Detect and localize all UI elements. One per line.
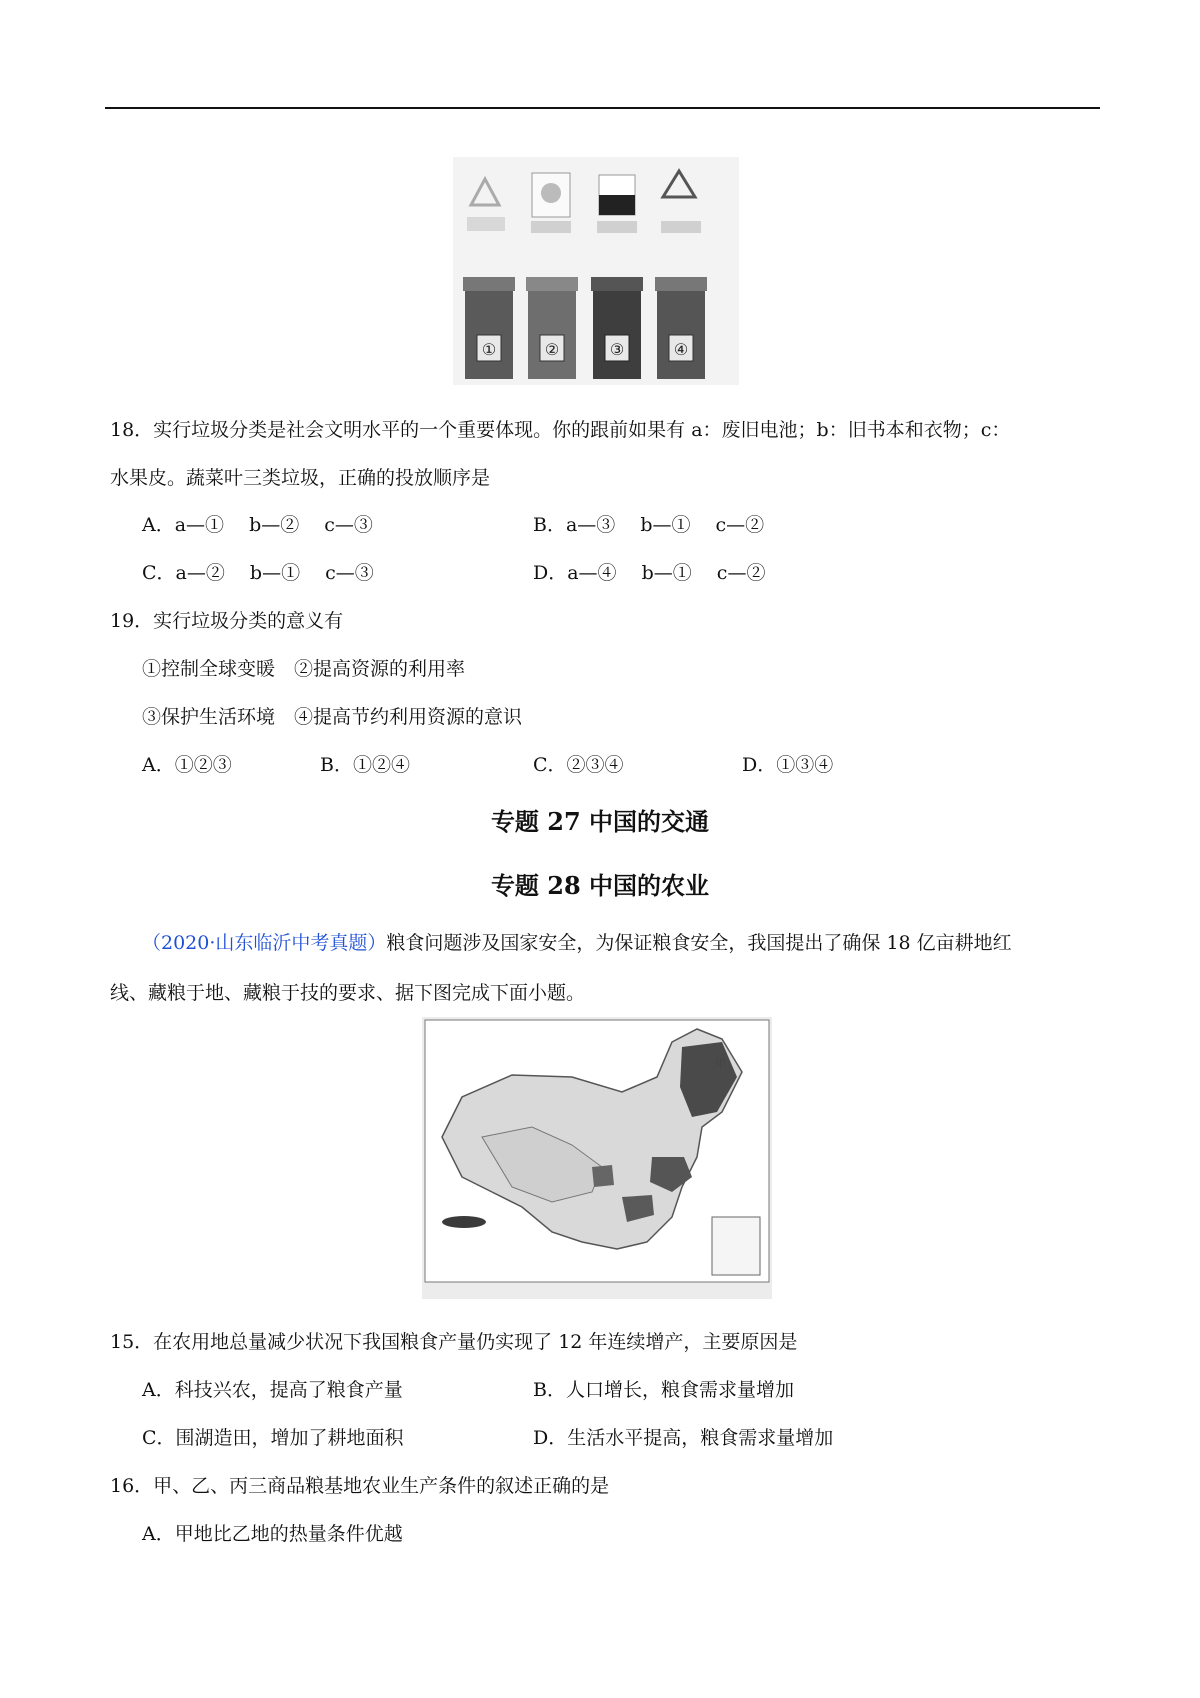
q15-option-c: C．围湖造田，增加了耕地面积 (142, 1427, 404, 1449)
q19-option-a: A．①②③ (142, 754, 232, 776)
bin-number-3: ③ (609, 340, 625, 359)
q16-text: 16．甲、乙、丙三商品粮基地农业生产条件的叙述正确的是 (110, 1475, 610, 1497)
q18-option-a: A．a—① b—② c—③ (142, 514, 373, 536)
heading-topic-28: 专题 28 中国的农业 (490, 871, 710, 900)
bin-number-1: ① (481, 340, 497, 359)
question-source: （2020·山东临沂中考真题） (142, 932, 387, 954)
q19-option-b: B．①②④ (320, 754, 410, 776)
q15-option-a: A．科技兴农，提高了粮食产量 (142, 1379, 403, 1401)
q15-text: 15．在农用地总量减少状况下我国粮食产量仍实现了 12 年连续增产，主要原因是 (110, 1331, 798, 1353)
q15-option-b: B．人口增长，粮食需求量增加 (533, 1379, 794, 1401)
bin-number-2: ② (544, 340, 560, 359)
garbage-bins-image (453, 157, 739, 385)
q18-option-b: B．a—③ b—① c—② (533, 514, 765, 536)
bin-number-4: ④ (673, 340, 689, 359)
map-label-jia: 甲 (715, 1057, 726, 1070)
intro-line1 (142, 930, 1012, 956)
q18-text-line2: 水果皮。蔬菜叶三类垃圾，正确的投放顺序是 (110, 467, 491, 489)
q15-option-d: D．生活水平提高，粮食需求量增加 (533, 1427, 834, 1449)
q18-option-d: D．a—④ b—① c—② (533, 562, 766, 584)
map-image (422, 1017, 772, 1299)
garbage-bins-figure (453, 157, 739, 385)
q19-option-c: C．②③④ (533, 754, 624, 776)
q19-option-d: D．①③④ (742, 754, 834, 776)
q19-statement-line1: ①控制全球变暖 ②提高资源的利用率 (142, 658, 466, 680)
q19-text: 19．实行垃圾分类的意义有 (110, 610, 344, 632)
intro-text-line2: 线、藏粮于地、藏粮于技的要求、据下图完成下面小题。 (110, 982, 586, 1004)
q19-statement-line2: ③保护生活环境 ④提高节约利用资源的意识 (142, 706, 523, 728)
header-rule (105, 107, 1100, 109)
q18-text-line1: 18．实行垃圾分类是社会文明水平的一个重要体现。你的跟前如果有 a：废旧电池；b：旧书本和衣物；c： (110, 419, 1011, 441)
intro-text-line1: 粮食问题涉及国家安全，为保证粮食安全，我国提出了确保 18 亿亩耕地红 (386, 932, 1012, 954)
q18-option-c: C．a—② b—① c—③ (142, 562, 374, 584)
legend-symbol (442, 1216, 486, 1228)
heading-topic-27: 专题 27 中国的交通 (490, 807, 710, 836)
q16-option-a: A．甲地比乙地的热量条件优越 (142, 1523, 403, 1545)
china-grain-base-map (422, 1017, 772, 1299)
